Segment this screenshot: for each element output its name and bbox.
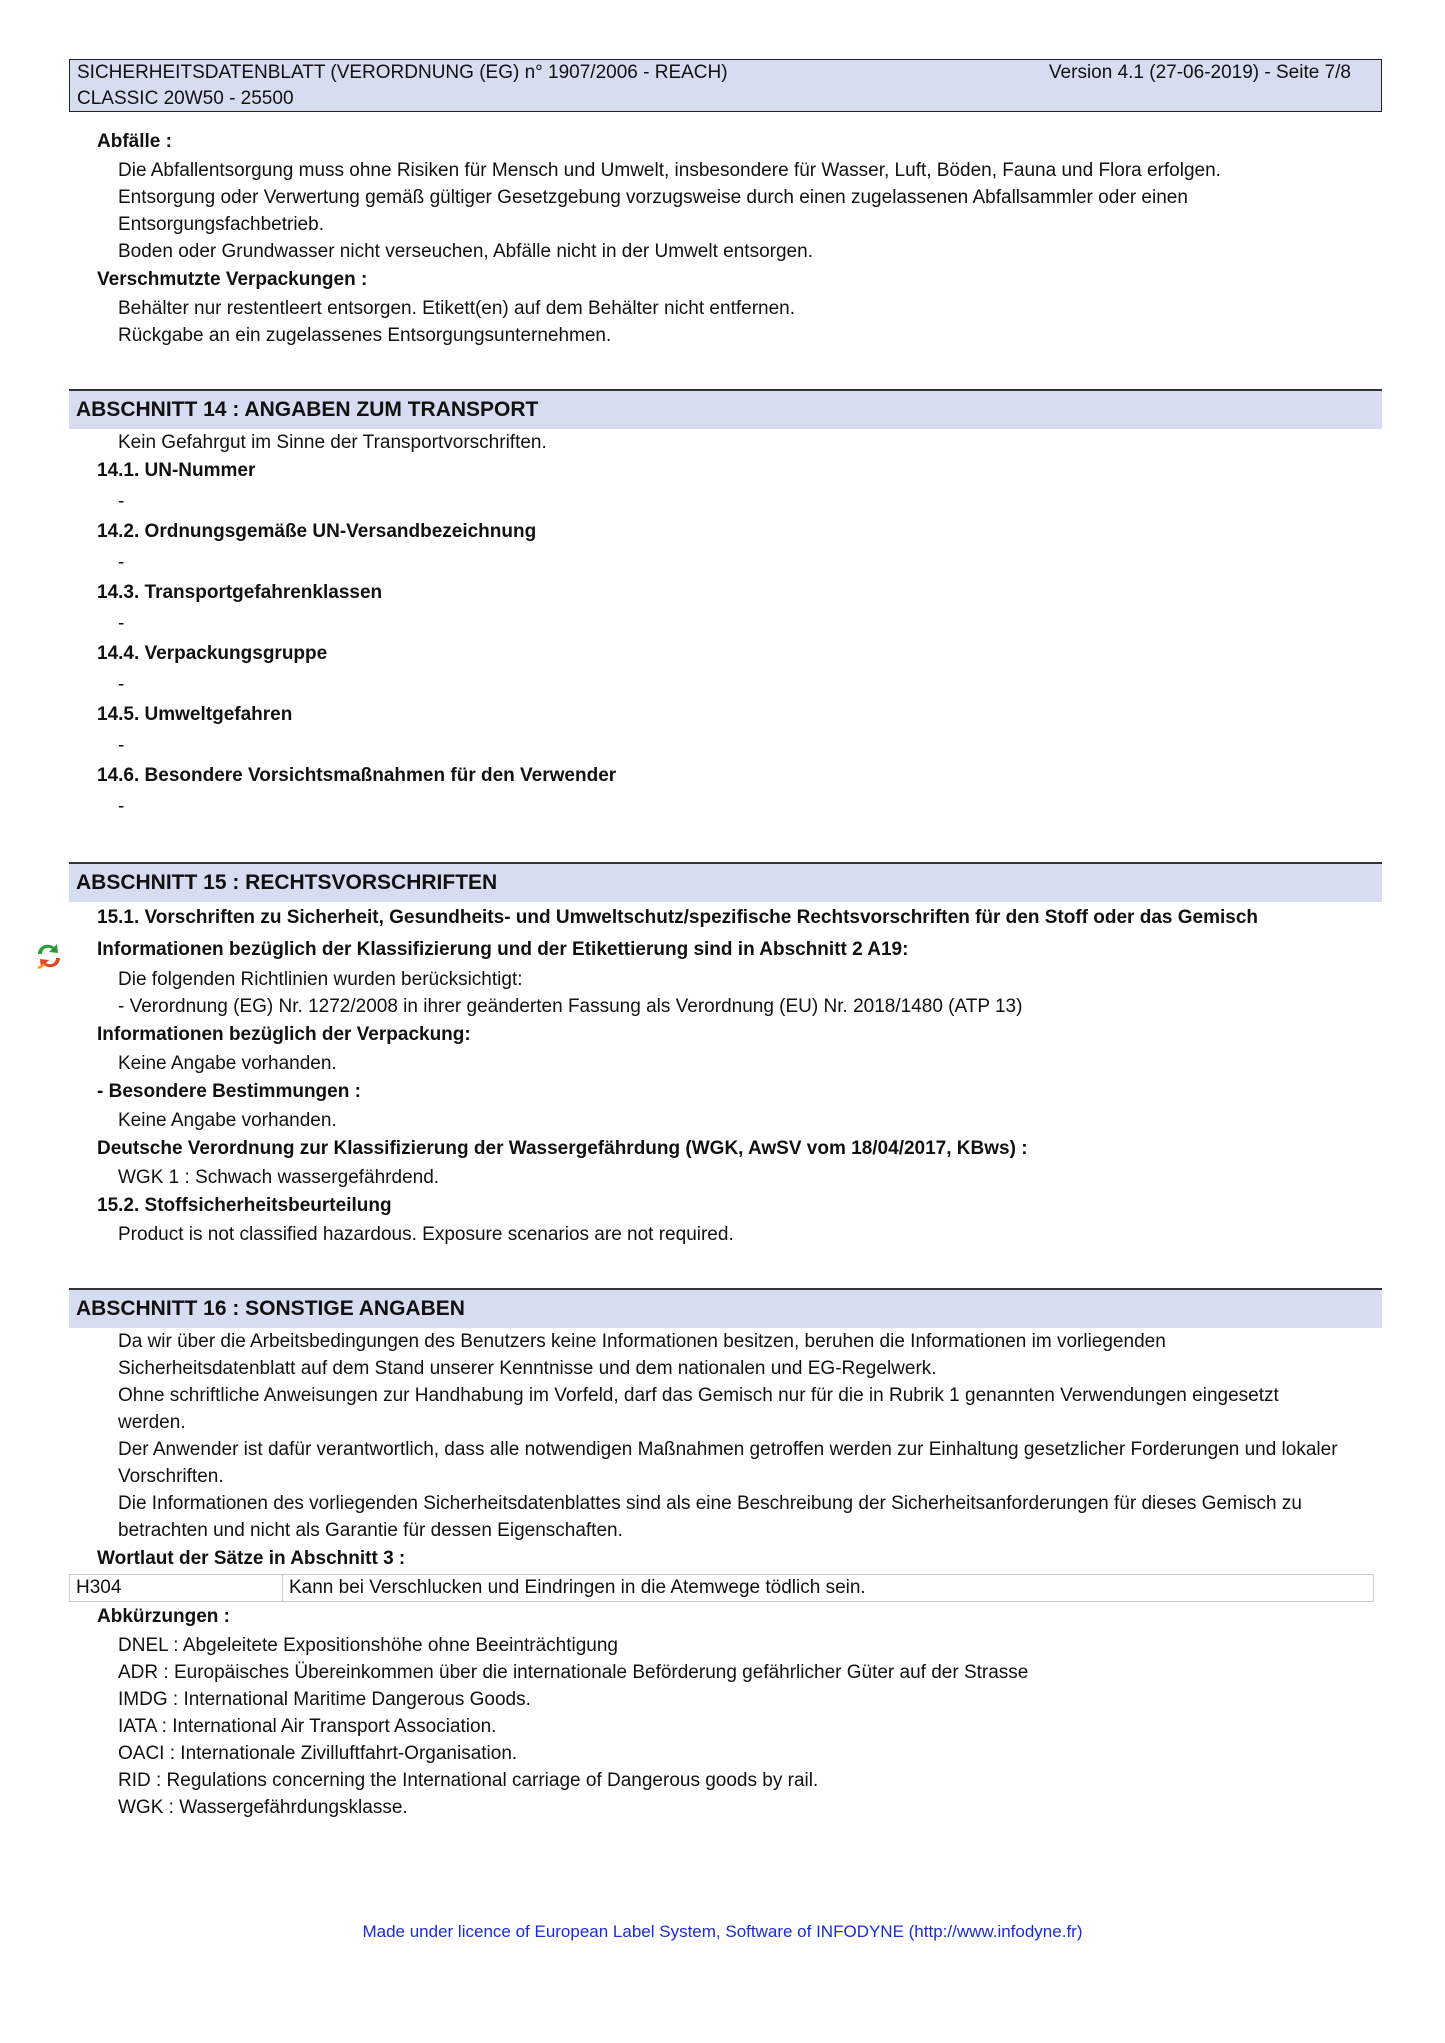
classification-info: Informationen bezüglich der Klassifizierung und der Etikettierung sind in Abschnitt 2 A19:	[97, 939, 909, 960]
document-title: SICHERHEITSDATENBLATT (VERORDNUNG (EG) n° 1907/2006 - REACH)	[77, 62, 728, 83]
hazard-phrases-table	[69, 1574, 1374, 1602]
safety-assessment-value: Product is not classified hazardous. Exposure scenarios are not required.	[118, 1224, 734, 1245]
transport-intro: Kein Gefahrgut im Sinne der Transportvorschriften.	[118, 432, 547, 453]
other-info-line: betrachten und nicht als Garantie für dessen Eigenschaften.	[118, 1520, 623, 1541]
special-provisions-value: Keine Angabe vorhanden.	[118, 1110, 337, 1131]
waste-line: Entsorgung oder Verwertung gemäß gültiger Gesetzgebung vorzugsweise durch einen zugelassenen Abfallsammler oder einen	[118, 187, 1188, 208]
document-body	[69, 127, 1382, 1821]
other-info-line: Sicherheitsdatenblatt auf dem Stand unserer Kenntnisse und dem nationalen und EG-Regelwerk.	[118, 1358, 937, 1379]
phrases-heading: Wortlaut der Sätze in Abschnitt 3 :	[97, 1548, 406, 1569]
section-14-title: ABSCHNITT 14 : ANGABEN ZUM TRANSPORT	[69, 389, 1382, 429]
transport-item-label: 14.2. Ordnungsgemäße UN-Versandbezeichnung	[97, 521, 537, 542]
transport-item-label: 14.1. UN-Nummer	[97, 460, 256, 481]
abbreviation-item: DNEL : Abgeleitete Expositionshöhe ohne Beeinträchtigung	[118, 1635, 618, 1656]
footer-licence: Made under licence of European Label System, Software of INFODYNE (http://www.infodyne.fr)	[362, 1922, 1083, 1941]
directive-item: - Verordnung (EG) Nr. 1272/2008 in ihrer geänderten Fassung als Verordnung (EU) Nr. 2018/1480 (ATP 13)	[118, 996, 1023, 1017]
transport-item-value: -	[118, 613, 125, 634]
abbreviations-heading: Abkürzungen :	[97, 1606, 230, 1627]
abbreviation-item: OACI : Internationale Zivilluftfahrt-Organisation.	[118, 1743, 518, 1764]
abbreviation-item: IATA : International Air Transport Association.	[118, 1716, 497, 1737]
section-15-title: ABSCHNITT 15 : RECHTSVORSCHRIFTEN	[69, 862, 1382, 902]
special-provisions-heading: - Besondere Bestimmungen :	[97, 1081, 361, 1102]
packaging-info-heading: Informationen bezüglich der Verpackung:	[97, 1024, 471, 1045]
product-name: CLASSIC 20W50 - 25500	[77, 88, 294, 109]
abbreviation-item: ADR : Europäisches Übereinkommen über die internationale Beförderung gefährlicher Güter auf der Strasse	[118, 1662, 1029, 1683]
packaging-heading: Verschmutzte Verpackungen :	[97, 269, 368, 290]
transport-item-value: -	[118, 491, 125, 512]
hazard-code: H304	[70, 1575, 283, 1602]
waste-line: Boden oder Grundwasser nicht verseuchen, Abfälle nicht in der Umwelt entsorgen.	[118, 241, 813, 262]
transport-item-label: 14.5. Umweltgefahren	[97, 704, 293, 725]
table-row	[70, 1575, 1374, 1602]
revision-marker-icon	[32, 940, 66, 972]
section-16-title: ABSCHNITT 16 : SONSTIGE ANGABEN	[69, 1288, 1382, 1328]
transport-item-label: 14.3. Transportgefahrenklassen	[97, 582, 383, 603]
wgk-value: WGK 1 : Schwach wassergefährdend.	[118, 1167, 440, 1188]
other-info-line: Da wir über die Arbeitsbedingungen des Benutzers keine Informationen besitzen, beruhen die Informationen im vorliegenden	[118, 1331, 1166, 1352]
transport-item-value: -	[118, 796, 125, 817]
transport-item-value: -	[118, 674, 125, 695]
document-version: Version 4.1 (27-06-2019) - Seite 7/8	[1048, 62, 1351, 83]
packaging-line: Behälter nur restentleert entsorgen. Etikett(en) auf dem Behälter nicht entfernen.	[118, 298, 795, 319]
packaging-info-value: Keine Angabe vorhanden.	[118, 1053, 337, 1074]
transport-item-value: -	[118, 735, 125, 756]
regulation-subheading: 15.1. Vorschriften zu Sicherheit, Gesundheits- und Umweltschutz/spezifische Rechtsvorschriften für den Stoff oder das Gemisch	[97, 907, 1259, 928]
waste-heading: Abfälle :	[97, 131, 172, 152]
other-info-line: werden.	[118, 1412, 186, 1433]
abbreviation-item: IMDG : International Maritime Dangerous Goods.	[118, 1689, 531, 1710]
transport-item-label: 14.6. Besondere Vorsichtsmaßnahmen für den Verwender	[97, 765, 617, 786]
other-info-line: Ohne schriftliche Anweisungen zur Handhabung im Vorfeld, darf das Gemisch nur für die in Rubrik 1 genannten Verwendungen eingesetzt	[118, 1385, 1279, 1406]
transport-item-label: 14.4. Verpackungsgruppe	[97, 643, 328, 664]
packaging-line: Rückgabe an ein zugelassenes Entsorgungsunternehmen.	[118, 325, 612, 346]
other-info-line: Der Anwender ist dafür verantwortlich, dass alle notwendigen Maßnahmen getroffen werden zur Einhaltung gesetzlicher Forderungen und lokaler	[118, 1439, 1338, 1460]
abbreviation-item: RID : Regulations concerning the International carriage of Dangerous goods by rail.	[118, 1770, 819, 1791]
other-info-line: Die Informationen des vorliegenden Sicherheitsdatenblattes sind als eine Beschreibung der Sicherheitsanforderungen für dieses Gemisch zu	[118, 1493, 1302, 1514]
safety-assessment-heading: 15.2. Stoffsicherheitsbeurteilung	[97, 1195, 392, 1216]
transport-item-value: -	[118, 552, 125, 573]
abbreviation-item: WGK : Wassergefährdungsklasse.	[118, 1797, 408, 1818]
waste-line: Die Abfallentsorgung muss ohne Risiken für Mensch und Umwelt, insbesondere für Wasser, Luft, Böden, Fauna und Flora erfolgen.	[118, 160, 1221, 181]
hazard-text: Kann bei Verschlucken und Eindringen in die Atemwege tödlich sein.	[283, 1575, 1374, 1602]
directives-intro: Die folgenden Richtlinien wurden berücksichtigt:	[118, 969, 523, 990]
wgk-heading: Deutsche Verordnung zur Klassifizierung der Wassergefährdung (WGK, AwSV vom 18/04/2017, KBws) :	[97, 1138, 1028, 1159]
other-info-line: Vorschriften.	[118, 1466, 224, 1487]
waste-line: Entsorgungsfachbetrieb.	[118, 214, 324, 235]
document-header	[69, 59, 1382, 112]
